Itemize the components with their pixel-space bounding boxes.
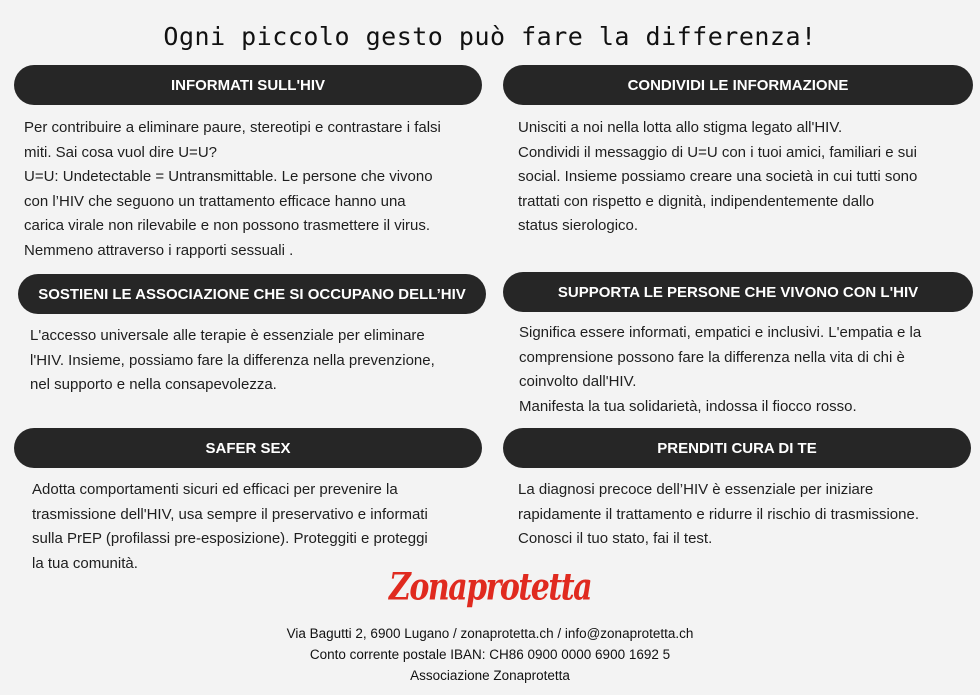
section-body-condividi [518, 116, 968, 239]
body-line: Per contribuire a eliminare paure, stereotipi e contrastare i falsi [24, 119, 441, 136]
body-line: rapidamente il trattamento e ridurre il rischio di trasmissione. [518, 505, 919, 523]
body-line: la tua comunità. [32, 554, 138, 572]
footer-org: Associazione Zonaprotetta [410, 668, 570, 683]
section-body-sostieni [30, 324, 490, 398]
body-line: status sierologico. [518, 217, 639, 234]
section-heading-safer-sex: SAFER SEX [14, 428, 482, 468]
body-line: L'accesso universale alle terapie è essenziale per eliminare [30, 327, 425, 344]
body-line: Unisciti a noi nella lotta allo stigma legato all'HIV. [518, 119, 843, 136]
body-line: Condividi il messaggio di U=U con i tuoi amici, familiari e sui [518, 143, 917, 161]
section-heading-informati: INFORMATI SULL'HIV [14, 65, 482, 105]
zonaprotetta-logo [0, 565, 980, 610]
body-line: Nemmeno attraverso i rapporti sessuali . [24, 241, 294, 259]
section-heading-sostieni: SOSTIENI LE ASSOCIAZIONE CHE SI OCCUPANO DELL’HIV [18, 274, 486, 314]
section-body-informati [24, 116, 494, 263]
body-line: trattati con rispetto e dignità, indipendentemente dallo [518, 192, 875, 210]
section-body-safer-sex [32, 478, 487, 576]
section-heading-supporta: SUPPORTA LE PERSONE CHE VIVONO CON L'HIV [503, 272, 973, 312]
page-title: Ogni piccolo gesto può fare la differenza! [163, 22, 817, 51]
section-body-supporta [519, 321, 971, 419]
body-line: Manifesta la tua solidarietà, indossa il fiocco rosso. [519, 397, 857, 415]
section-heading-prenditi-cura: PRENDITI CURA DI TE [503, 428, 971, 468]
body-line: Adotta comportamenti sicuri ed efficaci per prevenire la [32, 481, 398, 498]
body-line: l'HIV. Insieme, possiamo fare la differenza nella prevenzione, [30, 351, 435, 369]
section-heading-condividi: CONDIVIDI LE INFORMAZIONE [503, 65, 973, 105]
logo-text: Zonaprotetta [388, 565, 592, 610]
footer-address: Via Bagutti 2, 6900 Lugano / zonaprotetta.ch / info@zonaprotetta.ch [286, 626, 694, 641]
body-line: sulla PrEP (profilassi pre-esposizione). Proteggiti e proteggi [32, 530, 428, 547]
body-line: Significa essere informati, empatici e inclusivi. L'empatia e la [519, 324, 922, 341]
body-line: carica virale non rilevabile e non possono trasmettere il virus. [24, 217, 431, 234]
body-line: coinvolto dall'HIV. [519, 373, 637, 390]
body-line: Conosci il tuo stato, fai il test. [518, 530, 713, 547]
body-line: miti. Sai cosa vuol dire U=U? [24, 143, 217, 161]
body-line: trasmissione dell'HIV, usa sempre il preservativo e informati [32, 505, 428, 523]
body-line: comprensione possono fare la differenza nella vita di chi è [519, 348, 905, 366]
body-line: La diagnosi precoce dell’HIV è essenziale per iniziare [518, 481, 874, 498]
body-line: social. Insieme possiamo creare una società in cui tutti sono [518, 168, 918, 185]
body-line: U=U: Undetectable = Untransmittable. Le persone che vivono [24, 168, 433, 185]
section-body-prenditi-cura [518, 478, 973, 552]
body-line: nel supporto e nella consapevolezza. [30, 376, 277, 393]
footer-bank: Conto corrente postale IBAN: CH86 0900 0000 6900 1692 5 [309, 647, 671, 662]
body-line: con l’HIV che seguono un trattamento efficace hanno una [24, 192, 406, 210]
